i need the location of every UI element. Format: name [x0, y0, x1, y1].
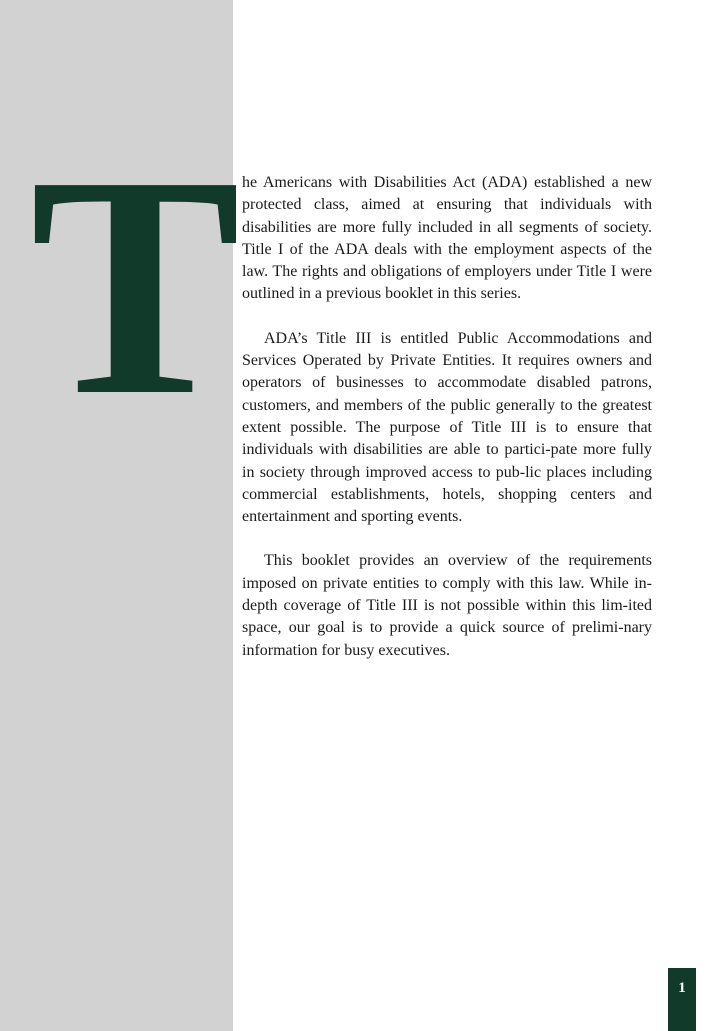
- body-text: [242, 172, 652, 684]
- page-number: 1: [668, 968, 696, 1031]
- paragraph-3: This booklet provides an overview of the requirements imposed on private entities to comply with this law. While in-depth coverage of Title III is not possible within this lim-ited space, our goal is to provide a quick source of prelimi-nary information for busy executives.: [242, 552, 652, 659]
- paragraph-1: he Americans with Disabilities Act (ADA) established a new protected class, aimed at ensuring that individuals with disabilities are more fully included in all segments of society. Title I of the ADA deals with the employment aspects of the law. The rights and obligations of employers under Title I were outlined in a previous booklet in this series.: [242, 174, 652, 303]
- drop-cap-letter: T: [30, 111, 241, 461]
- paragraph-2: ADA’s Title III is entitled Public Accommodations and Services Operated by Private Entities. It requires owners and operators of businesses to accommodate disabled patrons, customers, and members of the public generally to the greatest extent possible. The purpose of Title III is to ensure that individuals with disabilities are able to partici-pate more fully in society through improved access to pub-lic places including commercial establishments, hotels, shopping centers and entertainment and sporting events.: [242, 329, 652, 526]
